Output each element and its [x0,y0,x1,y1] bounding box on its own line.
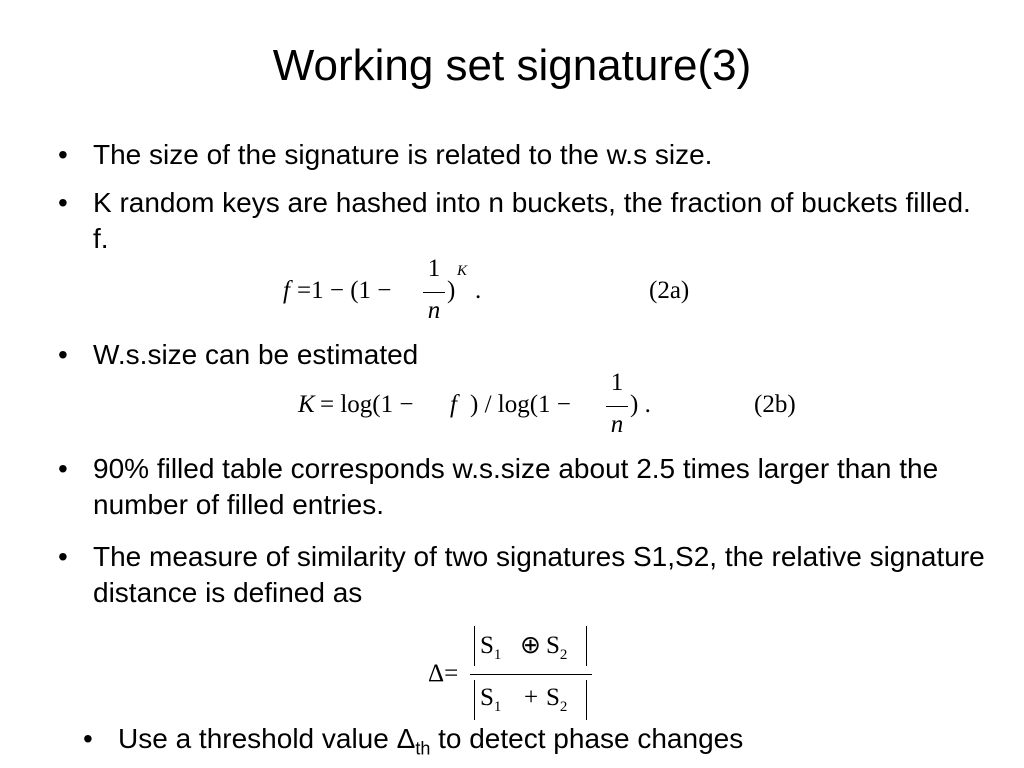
eq-2a-mid: =1 − (1 − [297,277,392,304]
bullet-item [58,137,993,173]
bullet-dot: • [58,339,68,370]
eq-delta-abs-bar [586,680,587,720]
bullet-dot: • [58,541,68,572]
bullet-dot: • [58,139,68,170]
eq-delta-num-s2: $S_2$ [546,632,568,663]
eq-delta-abs-bar [586,626,587,666]
eq-2a-exponent: K [457,263,468,279]
equation-2b [298,369,818,447]
bullet-item [58,539,993,611]
eq-delta-den-s2: $S_2$ [546,684,568,715]
eq-2a-lhs: f [283,277,290,304]
eq-delta-abs-bar [474,626,475,666]
slide-title: Working set signature(3) [272,41,752,90]
eq-2b-denominator: n [610,411,624,438]
eq-2b-end: ) . [630,391,651,418]
eq-2b-label: (2b) [754,391,796,418]
bullet-text: The measure of similarity of two signatures S1,S2, the relative signature distance is defined as [93,541,985,608]
bullet-text: 90% filled table corresponds w.s.size about 2.5 times larger than the number of filled entries. [93,453,939,520]
eq-2b-numerator: 1 [610,369,624,396]
bullet-item [58,337,993,373]
eq-2b-mid2: ) / log(1 − [470,391,571,418]
bullet-dot: • [58,187,68,218]
eq-delta-num-s1: $S_1$ [480,632,502,663]
bullet-text: K random keys are hashed into n buckets, the fraction of buckets filled. f. [93,187,971,254]
eq-2b-lhs: K [298,391,315,418]
eq-2a-numerator: 1 [427,255,441,282]
eq-delta-xor-symbol: ⊕ [520,632,541,659]
eq-2b-mid: = log(1 − [320,391,414,418]
equation-2a [283,255,723,333]
eq-2a-end: . [475,277,482,304]
eq-delta-den-s1: $S_1$ [480,684,502,715]
bullet-dot: • [83,723,93,754]
bullet-item [83,721,998,767]
bullet-text: W.s.size can be estimated [93,339,419,370]
bullet-text: The size of the signature is related to the w.s size. [93,139,713,170]
eq-2a-denominator: n [427,297,441,324]
bullet-item [58,451,1003,523]
eq-2a-close: ) [447,277,456,304]
bullet-text: Use a threshold value $\Delta_{th}$ to detect phase changes [118,723,744,759]
delta-subscript: th [415,738,431,759]
bullet-item [58,185,993,257]
equation-signature-distance [428,624,608,722]
eq-delta-fraction-line [470,674,592,675]
bullet-dot: • [58,453,68,484]
eq-delta-plus-symbol: + [524,684,539,711]
eq-2a-fraction-line [423,292,445,293]
eq-delta-lhs: Δ= [428,660,459,687]
eq-2b-fraction-line [606,406,628,407]
eq-2b-f: f [450,391,457,418]
eq-2a-label: (2a) [649,277,690,304]
eq-delta-abs-bar [474,680,475,720]
